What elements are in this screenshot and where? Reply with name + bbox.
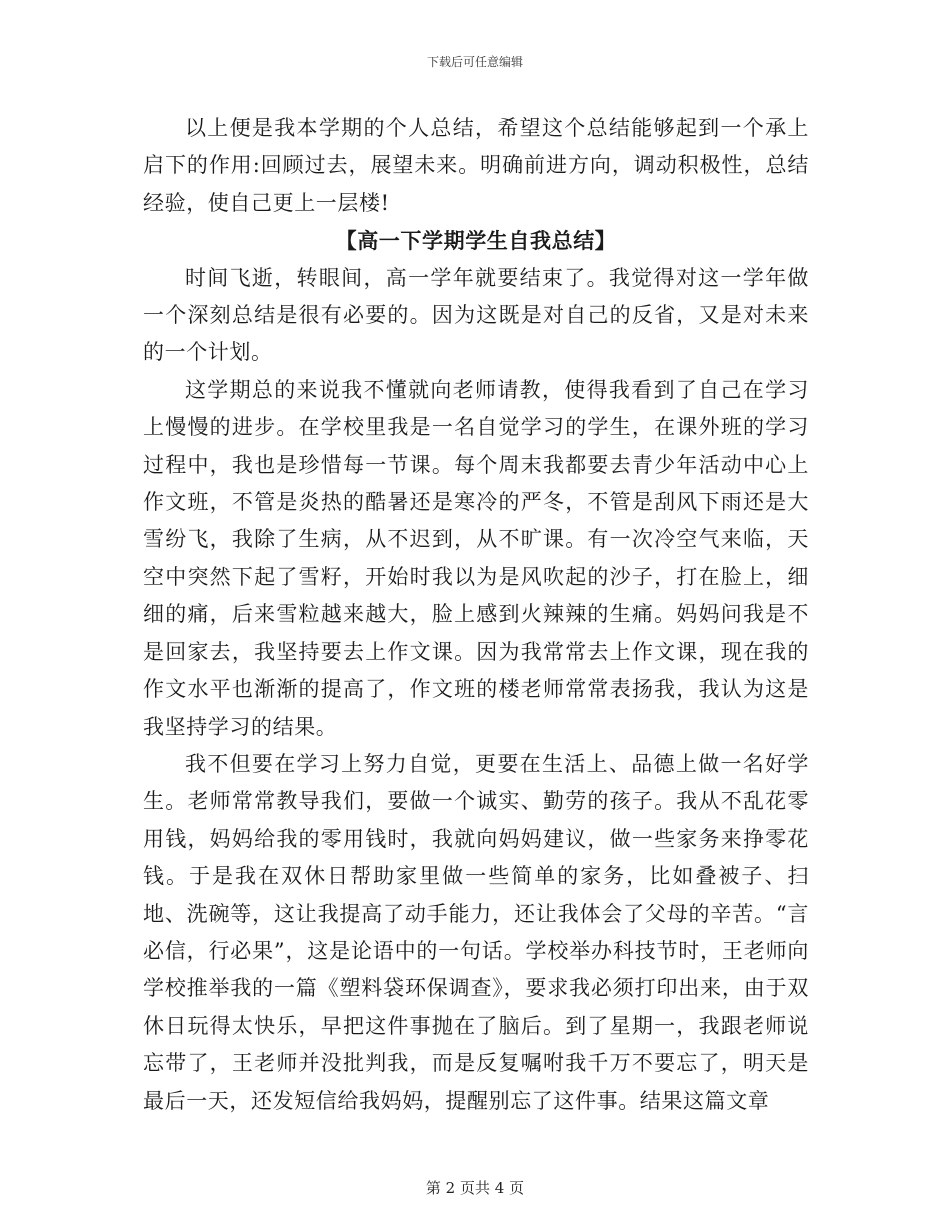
paragraph-closing-summary: 以上便是我本学期的个人总结，希望这个总结能够起到一个承上启下的作用:回顾过去，展望未来。明确前进方向，调动积极性，总结经验，使自己更上一层楼!	[143, 116, 809, 215]
document-body	[143, 110, 809, 1120]
paragraph-life-morals: 我不但要在学习上努力自觉，更要在生活上、品德上做一名好学生。老师常常教导我们，要做一个诚实、勤劳的孩子。我从不乱花零用钱，妈妈给我的零用钱时，我就向妈妈建议，做一些家务来挣零花钱。于是我在双休日帮助家里做一些简单的家务，比如叠被子、扫地、洗碗等，这让我提高了动手能力，还让我体会了父母的辛苦。“言必信，行必果”，这是论语中的一句话。学校举办科技节时，王老师向学校推举我的一篇《塑料袋环保调查》，要求我必须打印出来，由于双休日玩得太快乐，早把这件事抛在了脑后。到了星期一，我跟老师说忘带了，王老师并没批判我，而是反复嘱咐我千万不要忘了，明天是最后一天，还发短信给我妈妈，提醒别忘了这件事。结果这篇文章	[143, 751, 809, 1113]
section-heading: 【高一下学期学生自我总结】	[335, 228, 617, 254]
page-header-note: 下载后可任意编辑	[426, 55, 523, 69]
paragraph-study: 这学期总的来说我不懂就向老师请教，使得我看到了自己在学习上慢慢的进步。在学校里我是一名自觉学习的学生，在课外班的学习过程中，我也是珍惜每一节课。每个周末我都要去青少年活动中心上作文班，不管是炎热的酷暑还是寒冷的严冬，不管是刮风下雨还是大雪纷飞，我除了生病，从不迟到，从不旷课。有一次冷空气来临，天空中突然下起了雪籽，开始时我以为是风吹起的沙子，打在脸上，细细的痛，后来雪粒越来越大，脸上感到火辣辣的生痛。妈妈问我是不是回家去，我坚持要去上作文课。因为我常常去上作文课，现在我的作文水平也渐渐的提高了，作文班的楼老师常常表扬我，我认为这是我坚持学习的结果。	[143, 377, 809, 739]
paragraph-intro: 时间飞逝，转眼间，高一学年就要结束了。我觉得对这一学年做一个深刻总结是很有必要的。因为这既是对自己的反省，又是对未来的一个计划。	[143, 265, 809, 365]
page-number: 第 2 页共 4 页	[425, 1179, 525, 1197]
